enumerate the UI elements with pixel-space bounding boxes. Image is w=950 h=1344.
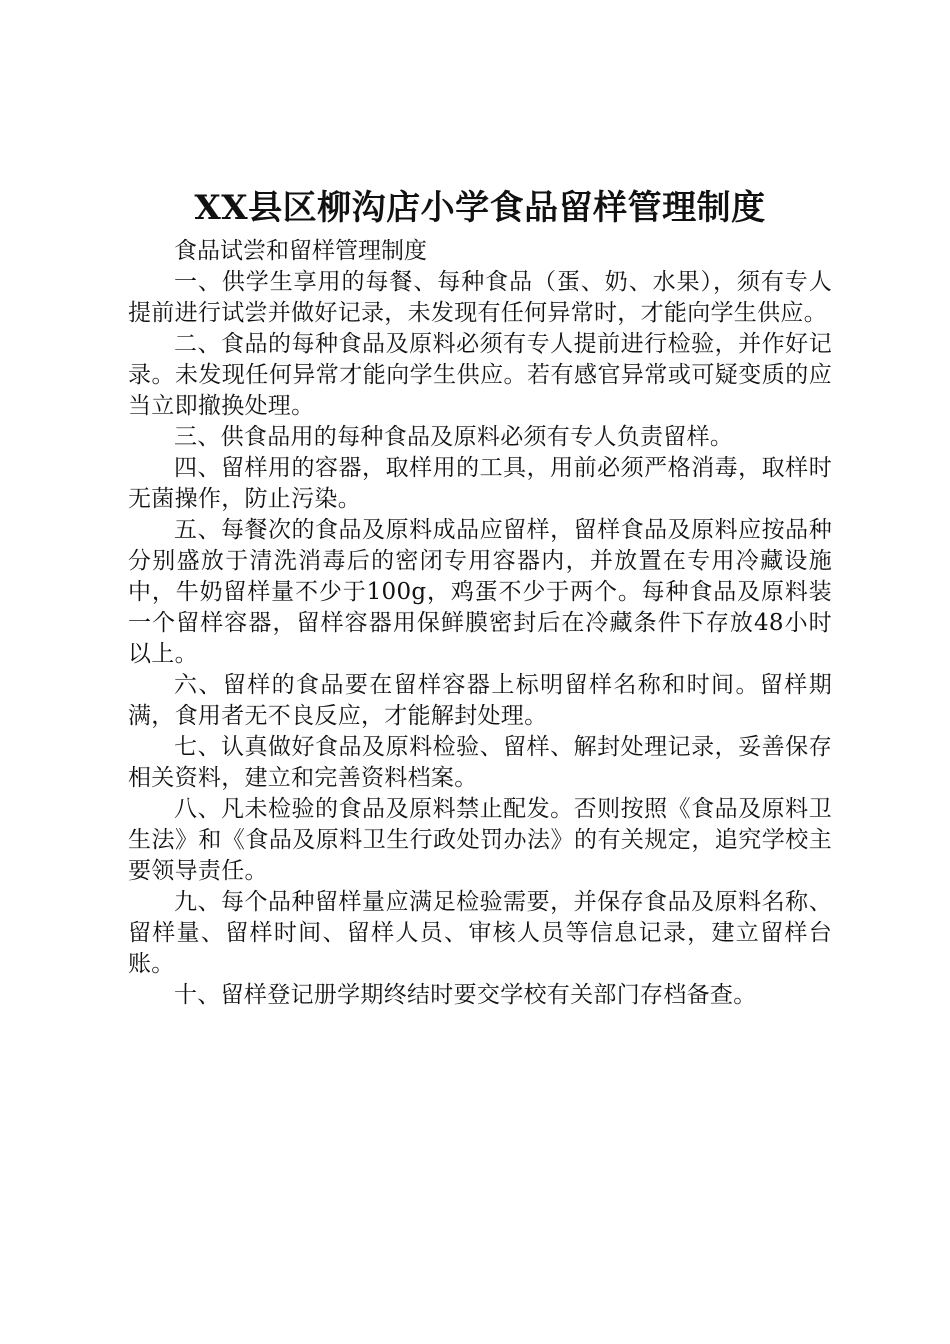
document-body bbox=[128, 236, 832, 1011]
document-subtitle: 食品试尝和留样管理制度 bbox=[174, 238, 427, 264]
paragraph-7: 七、认真做好食品及原料检验、留样、解封处理记录，妥善保存相关资料，建立和完善资料档案。 bbox=[128, 734, 832, 791]
document-title: XX县区柳沟店小学食品留样管理制度 bbox=[194, 188, 766, 228]
document-page bbox=[128, 180, 832, 1011]
paragraph-9: 九、每个品种留样量应满足检验需要，并保存食品及原料名称、留样量、留样时间、留样人员、审核人员等信息记录，建立留样台账。 bbox=[128, 889, 832, 977]
paragraph-1: 一、供学生享用的每餐、每种食品（蛋、奶、水果），须有专人提前进行试尝并做好记录，未发现有任何异常时，才能向学生供应。 bbox=[128, 269, 832, 326]
paragraph-2: 二、食品的每种食品及原料必须有专人提前进行检验，并作好记录。未发现任何异常才能向学生供应。若有感官异常或可疑变质的应当立即撤换处理。 bbox=[128, 331, 832, 419]
paragraph-6: 六、留样的食品要在留样容器上标明留样名称和时间。留样期满，食用者无不良反应，才能解封处理。 bbox=[128, 672, 832, 729]
paragraph-4: 四、留样用的容器，取样用的工具，用前必须严格消毒，取样时无菌操作，防止污染。 bbox=[128, 455, 832, 512]
paragraph-3: 三、供食品用的每种食品及原料必须有专人负责留样。 bbox=[174, 424, 734, 450]
paragraph-10: 十、留样登记册学期终结时要交学校有关部门存档备查。 bbox=[174, 982, 757, 1008]
paragraph-5: 五、每餐次的食品及原料成品应留样，留样食品及原料应按品种分别盛放于清洗消毒后的密闭专用容器内，并放置在专用冷藏设施中，牛奶留样量不少于100g，鸡蛋不少于两个。每种食品及原料装一个留样容器，留样容器用保鲜膜密封后在冷藏条件下存放48小时以上。 bbox=[128, 517, 832, 667]
paragraph-8: 八、凡未检验的食品及原料禁止配发。否则按照《食品及原料卫生法》和《食品及原料卫生行政处罚办法》的有关规定，追究学校主要领导责任。 bbox=[128, 796, 832, 884]
